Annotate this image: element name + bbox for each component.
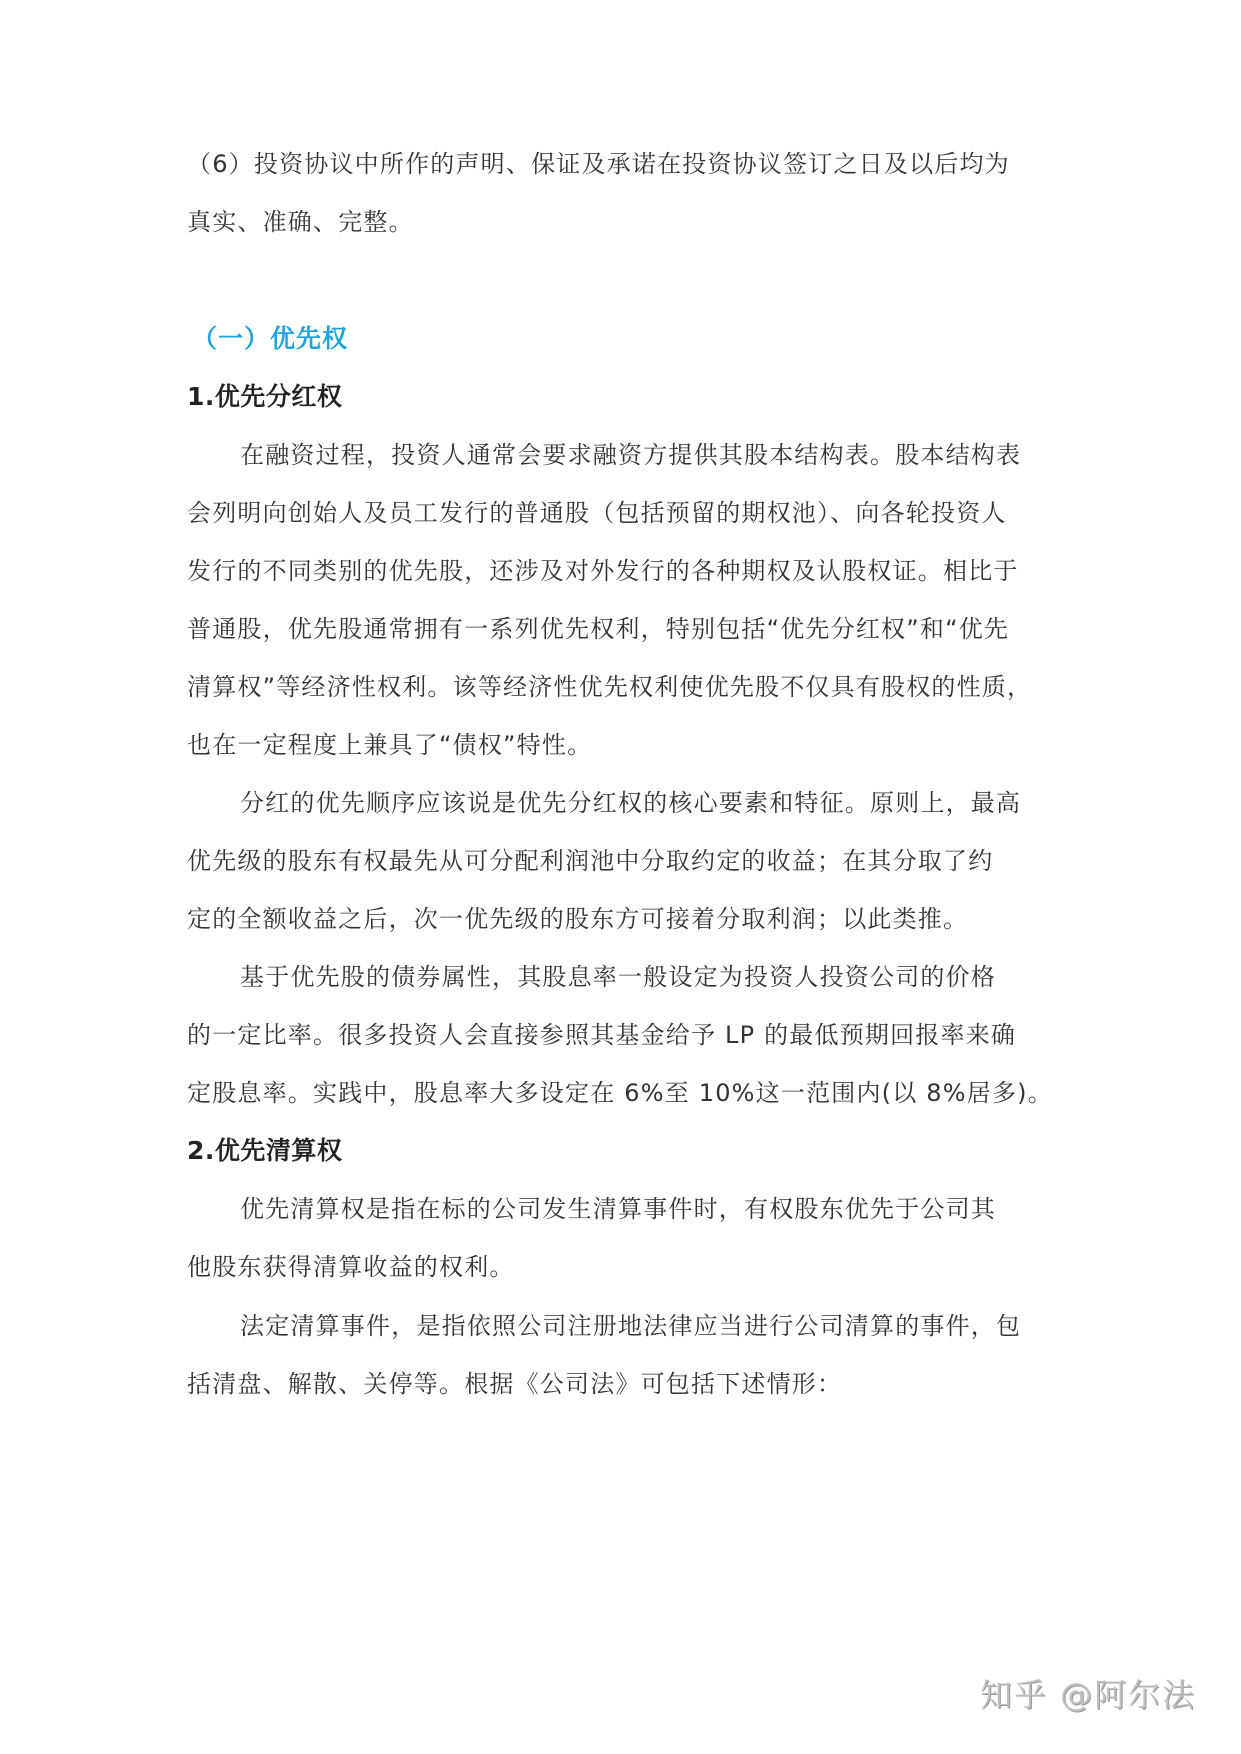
paragraph-line: 优先清算权是指在标的公司发生清算事件时，有权股东优先于公司其 (240, 1195, 996, 1223)
subsection-heading: 2.优先清算权 (187, 1136, 343, 1165)
paragraph-line: 定股息率。实践中，股息率大多设定在 6%至 10%这一范围内(以 8%居多)。 (187, 1079, 1053, 1107)
zhihu-watermark: 知乎 @阿尔法 (980, 1676, 1197, 1714)
paragraph-line: 清算权”等经济性权利。该等经济性优先权利使优先股不仅具有股权的性质， (187, 673, 1033, 701)
paragraph-line: 定的全额收益之后，次一优先级的股东方可接着分取利润；以此类推。 (187, 905, 969, 933)
paragraph-line: 在融资过程，投资人通常会要求融资方提供其股本结构表。股本结构表 (240, 441, 1022, 469)
intro-line: 真实、准确、完整。 (187, 208, 414, 236)
paragraph-line: 他股东获得清算收益的权利。 (187, 1253, 515, 1281)
paragraph-line: 发行的不同类别的优先股，还涉及对外发行的各种期权及认股权证。相比于 (187, 557, 1019, 585)
paragraph-line: 基于优先股的债券属性，其股息率一般设定为投资人投资公司的价格 (240, 963, 996, 991)
intro-line: （6）投资协议中所作的声明、保证及承诺在投资协议签订之日及以后均为 (187, 150, 1010, 178)
paragraph-line: 优先级的股东有权最先从可分配利润池中分取约定的收益；在其分取了约 (187, 847, 994, 875)
subsection-heading: 1.优先分红权 (187, 382, 343, 411)
paragraph-line: 括清盘、解散、关停等。根据《公司法》可包括下述情形： (187, 1370, 843, 1398)
section-heading: （一）优先权 (192, 324, 349, 353)
paragraph-line: 的一定比率。很多投资人会直接参照其基金给予 LP 的最低预期回报率来确 (187, 1021, 1017, 1049)
paragraph-line: 会列明向创始人及员工发行的普通股（包括预留的期权池）、向各轮投资人 (187, 499, 1007, 527)
paragraph-line: 分红的优先顺序应该说是优先分红权的核心要素和特征。原则上，最高 (240, 789, 1022, 817)
paragraph-line: 也在一定程度上兼具了“债权”特性。 (187, 731, 593, 759)
paragraph-line: 法定清算事件，是指依照公司注册地法律应当进行公司清算的事件，包 (240, 1312, 1022, 1340)
paragraph-line: 普通股，优先股通常拥有一系列优先权利，特别包括“优先分红权”和“优先 (187, 615, 1010, 643)
